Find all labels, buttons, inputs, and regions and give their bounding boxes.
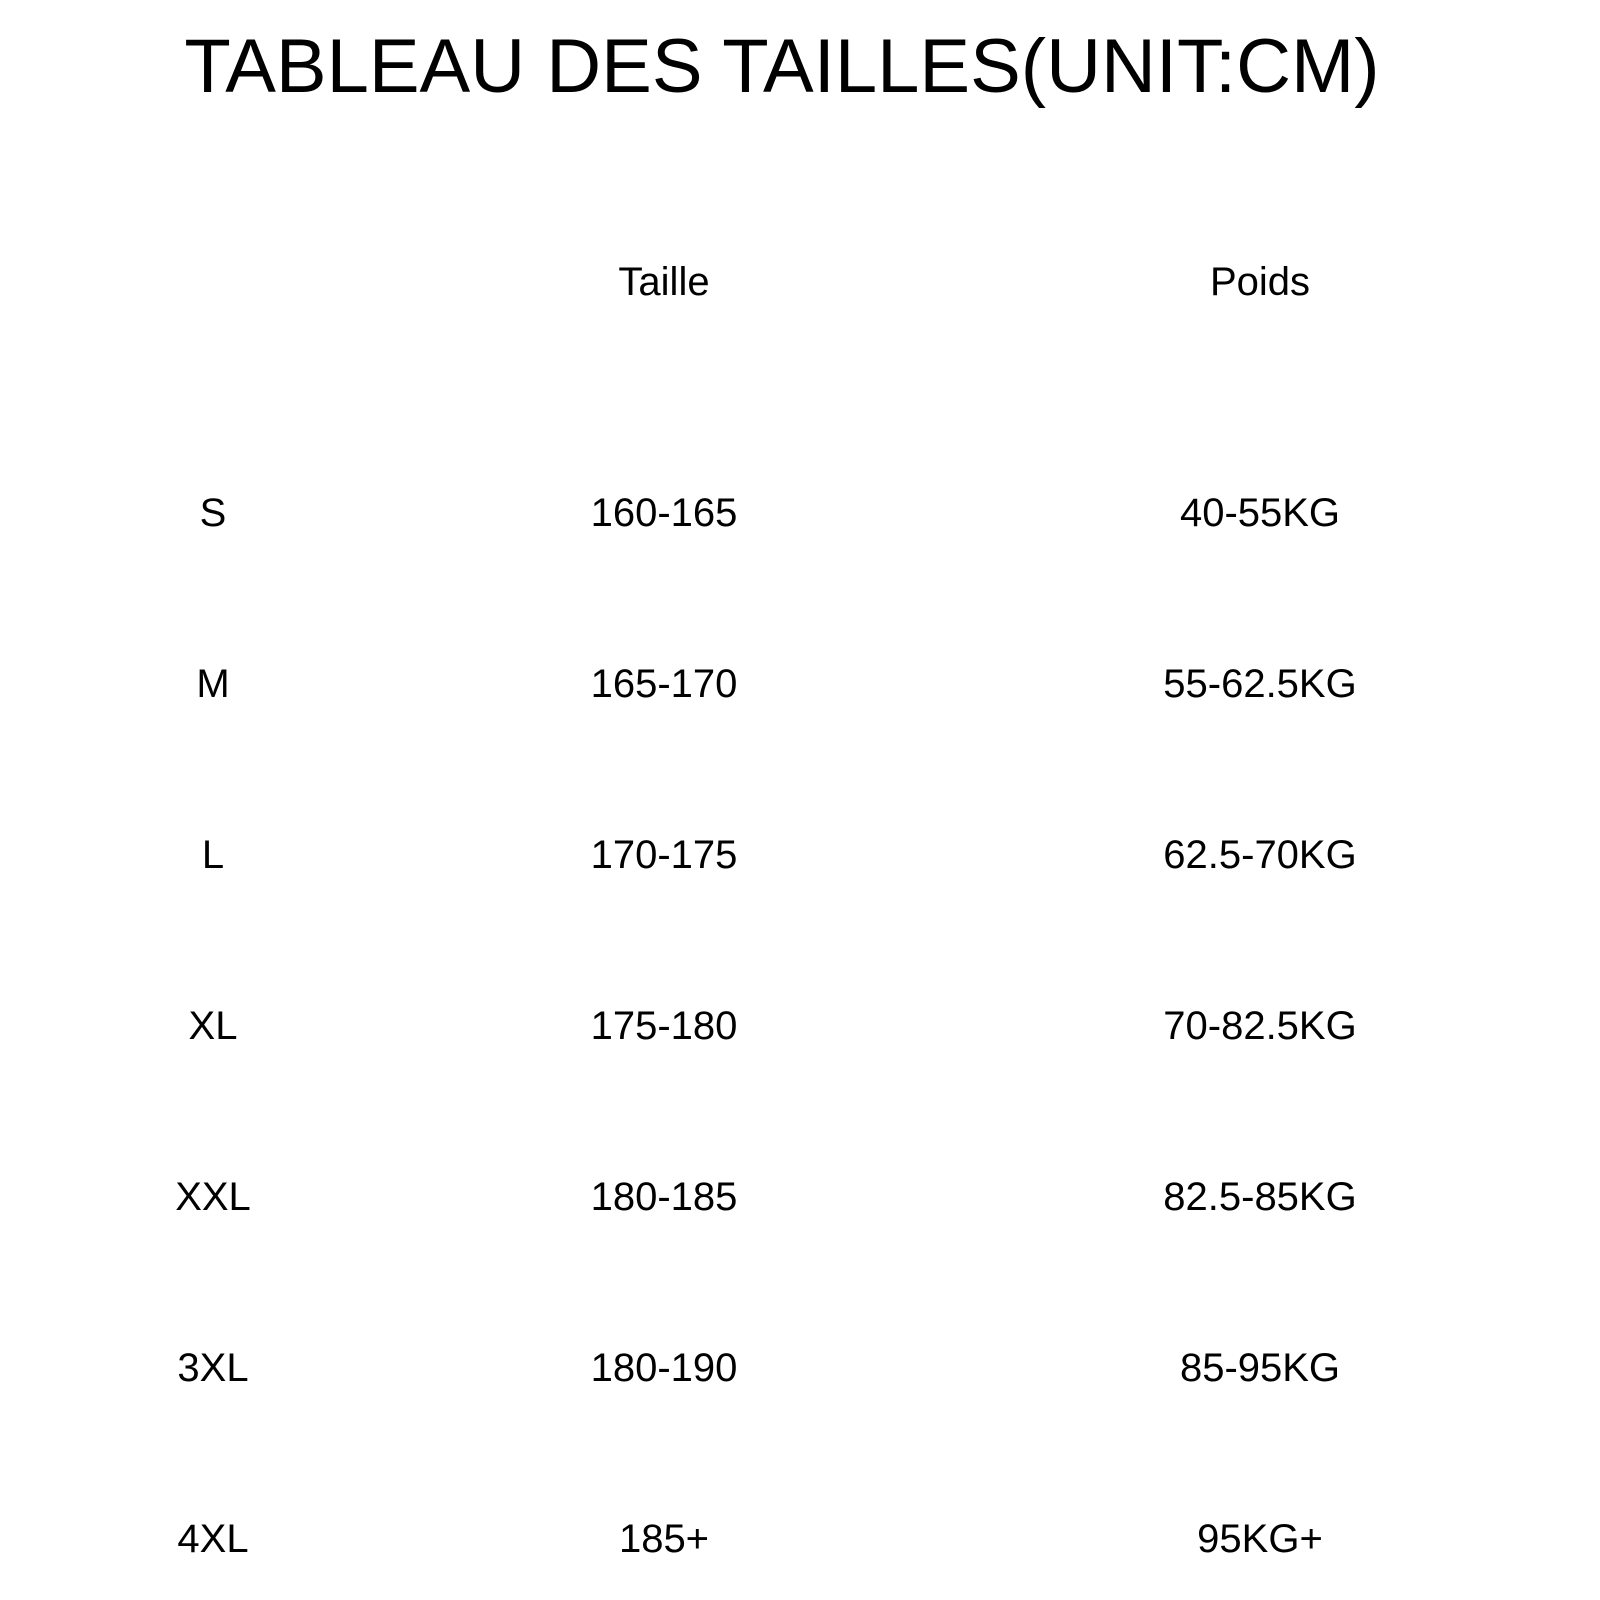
poids-value: 62.5-70KG (1163, 833, 1357, 877)
taille-value: 180-185 (590, 1175, 738, 1219)
poids-value: 85-95KG (1179, 1346, 1341, 1390)
poids-value: 55-62.5KG (1163, 662, 1357, 706)
size-label: 3XL (177, 1346, 249, 1390)
size-label: S (199, 491, 227, 535)
poids-value: 40-55KG (1179, 491, 1341, 535)
header-taille: Taille (618, 260, 710, 304)
poids-value: 95KG+ (1197, 1517, 1323, 1561)
taille-value: 170-175 (590, 833, 738, 877)
size-label: XXL (175, 1175, 251, 1219)
poids-value: 82.5-85KG (1163, 1175, 1357, 1219)
poids-value: 70-82.5KG (1163, 1004, 1357, 1048)
size-label: L (201, 833, 225, 877)
taille-value: 180-190 (590, 1346, 738, 1390)
size-label: 4XL (177, 1517, 249, 1561)
page-title: TABLEAU DES TAILLES(UNIT:CM) (184, 24, 1380, 109)
taille-value: 185+ (618, 1517, 710, 1561)
size-label: XL (188, 1004, 238, 1048)
taille-value: 175-180 (590, 1004, 738, 1048)
taille-value: 165-170 (590, 662, 738, 706)
header-poids: Poids (1209, 260, 1311, 304)
taille-value: 160-165 (590, 491, 738, 535)
size-label: M (196, 662, 230, 706)
